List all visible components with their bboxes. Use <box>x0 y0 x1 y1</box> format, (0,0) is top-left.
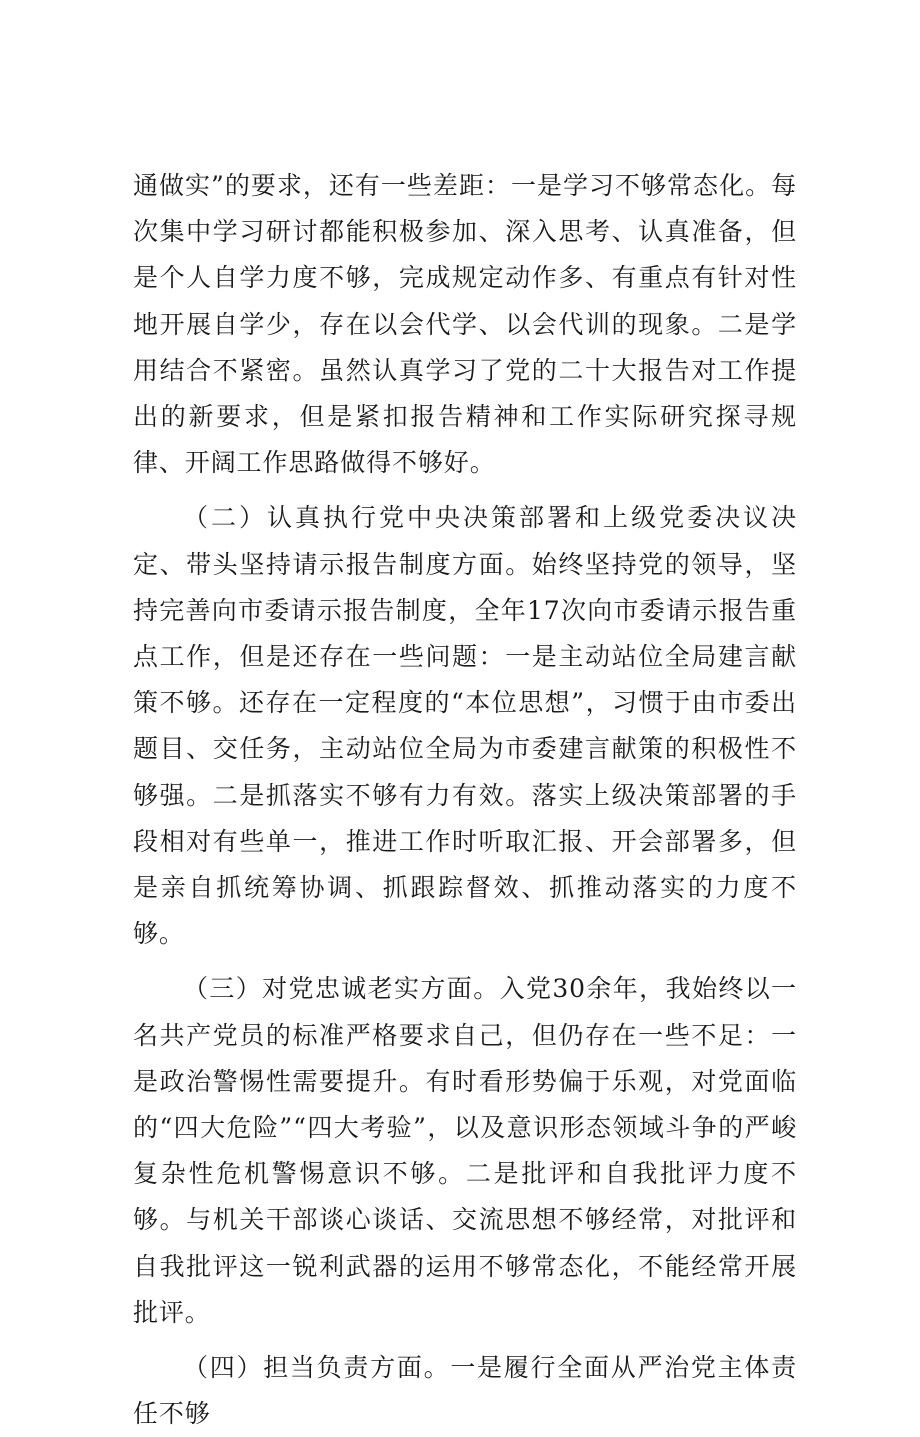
paragraph-section-three: （三）对党忠诚老实方面。入党30余年，我始终以一名共产党员的标准严格要求自己，但仍存在一些不足：一是政治警惕性需要提升。有时看形势偏于乐观，对党面临的“四大危险”“四大考验”，以及意识形态领域斗争的严峻复杂性危机警惕意识不够。二是批评和自我批评力度不够。与机关干部谈心谈话、交流思想不够经常，对批评和自我批评这一锐利武器的运用不够常态化，不能经常开展批评。 <box>133 974 797 1327</box>
paragraph-section-four: （四）担当负责方面。一是履行全面从严治党主体责任不够 <box>133 1353 797 1429</box>
paragraph-continuation: 通做实”的要求，还有一些差距：一是学习不够常态化。每次集中学习研讨都能积极参加、深入思考、认真准备，但是个人自学力度不够，完成规定动作多、有重点有针对性地开展自学少，存在以会代学、以会代训的现象。二是学用结合不紧密。虽然认真学习了党的二十大报告对工作提出的新要求，但是紧扣报告精神和工作实际研究探寻规律、开阔工作思路做得不够好。 <box>133 171 797 478</box>
paragraph-section-two: （二）认真执行党中央决策部署和上级党委决议决定、带头坚持请示报告制度方面。始终坚持党的领导，坚持完善向市委请示报告制度，全年17次向市委请示报告重点工作，但是还存在一些问题：一是主动站位全局建言献策不够。还存在一定程度的“本位思想”，习惯于由市委出题目、交任务，主动站位全局为市委建言献策的积极性不够强。二是抓落实不够有力有效。落实上级决策部署的手段相对有些单一，推进工作时听取汇报、开会部署多，但是亲自抓统筹协调、抓跟踪督效、抓推动落实的力度不够。 <box>133 503 797 949</box>
document-body <box>133 163 797 1437</box>
